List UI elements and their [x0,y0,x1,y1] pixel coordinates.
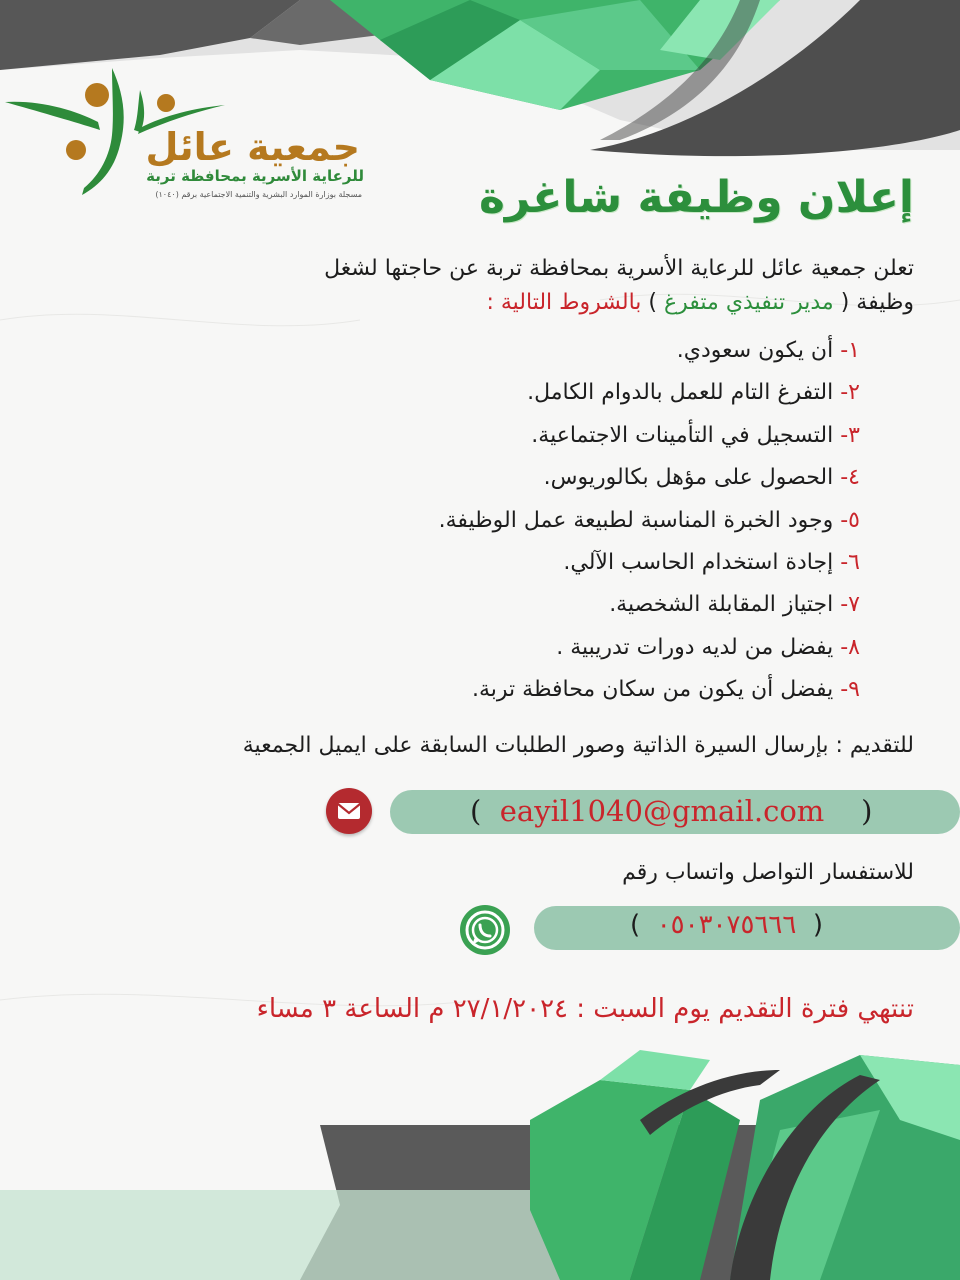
logo-subtitle: للرعاية الأسرية بمحافظة تربة [146,167,364,185]
phone-number-line: ( ٠٥٠٣٠٧٥٦٦٦ ) [630,910,824,940]
conditions-list [439,336,860,718]
condition-item: ٤- الحصول على مؤهل بكالوريوس. [543,465,860,491]
apply-instructions: للتقديم : بإرسال السيرة الذاتية وصور الطلبات السابقة على ايميل الجمعية [242,733,914,758]
page-title: إعلان وظيفة شاغرة [478,172,914,223]
deadline-notice: تنتهي فترة التقديم يوم السبت : ٢٧/١/٢٠٢٤ م الساعة ٣ مساء [256,994,914,1024]
logo-registration: مسجلة بوزارة الموارد البشرية والتنمية الاجتماعية برقم (١٠٤٠) [155,190,362,199]
condition-item: ٢- التفرغ التام للعمل بالدوام الكامل. [527,380,860,406]
condition-item: ١- أن يكون سعودي. [676,338,860,363]
intro-prefix: وظيفة ( [840,290,914,315]
email-address-line: ( eayil1040@gmail.com ) [470,794,873,828]
intro-line-2 [486,290,914,315]
job-title: مدير تنفيذي متفرغ [664,290,834,315]
whatsapp-icon[interactable] [460,905,510,955]
intro-close-paren: ) [648,290,658,315]
condition-item: ٧- اجتياز المقابلة الشخصية. [609,592,860,618]
intro-line-1: تعلن جمعية عائل للرعاية الأسرية بمحافظة تربة عن حاجتها لشغل [324,256,914,281]
condition-item: ٩- يفضل أن يكون من سكان محافظة تربة. [472,677,860,703]
logo-name: جمعية عائل [145,125,360,169]
whatsapp-label: للاستفسار التواصل واتساب رقم [622,860,914,885]
conditions-label: بالشروط التالية : [486,290,642,315]
condition-item: ٦- إجادة استخدام الحاسب الآلي. [563,549,860,575]
email-link[interactable]: eayil1040@gmail.com [499,794,825,828]
mail-icon [326,788,372,834]
condition-item: ٣- التسجيل في التأمينات الاجتماعية. [531,422,860,448]
condition-item: ٨- يفضل من لديه دورات تدريبية . [556,634,860,660]
phone-number[interactable]: ٠٥٠٣٠٧٥٦٦٦ [656,910,797,940]
condition-item: ٥- وجود الخبرة المناسبة لطبيعة عمل الوظيفة. [438,507,860,533]
